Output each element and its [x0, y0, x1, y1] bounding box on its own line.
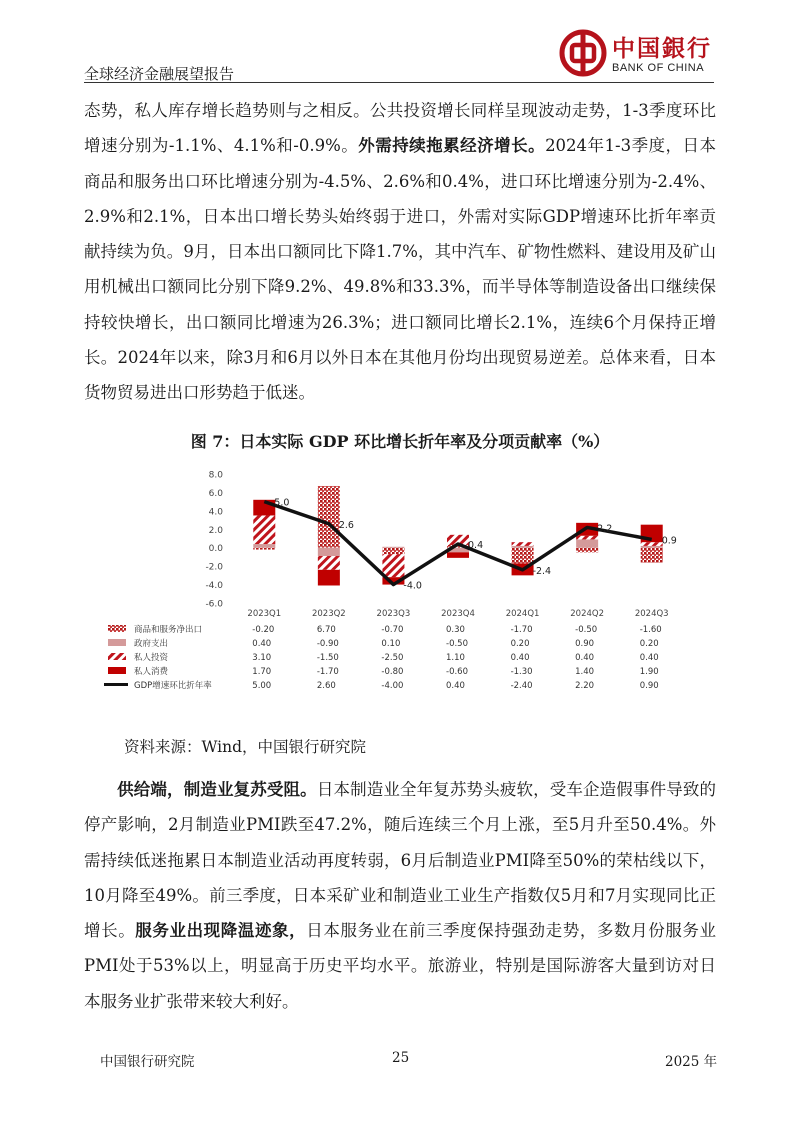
bar-2-2023Q2	[318, 556, 340, 570]
y-tick-label: -4.0	[205, 581, 223, 592]
bar-1-2024Q3	[641, 546, 663, 548]
paragraph-bold-heading: 供给端，制造业复苏受阻。	[117, 780, 317, 799]
table-cell: -0.70	[381, 625, 404, 635]
bar-0-2023Q1	[253, 548, 275, 550]
table-cell: 3.10	[252, 653, 272, 663]
bar-2-2024Q2	[576, 536, 598, 540]
bar-3-2023Q2	[318, 570, 340, 586]
table-cell: 1.70	[252, 667, 272, 677]
gdp-point-label: 5.0	[274, 497, 290, 509]
table-cell: 0.40	[639, 653, 659, 663]
bar-0-2024Q2	[576, 548, 598, 553]
table-cell: 0.30	[446, 625, 465, 635]
bar-1-2023Q1	[253, 544, 275, 548]
x-axis	[247, 609, 668, 619]
figure-source: 资料来源：Wind，中国银行研究院	[124, 738, 367, 756]
x-tick-label: 2023Q3	[376, 609, 411, 619]
table-cell: 1.90	[639, 667, 659, 677]
legend-series-name: 商品和服务净出口	[134, 625, 203, 635]
bar-1-2023Q2	[318, 548, 340, 556]
footer-institution: 中国银行研究院	[100, 1054, 195, 1070]
y-tick-label: 4.0	[208, 507, 223, 518]
bar-3-2023Q4	[447, 552, 469, 558]
x-tick-label: 2023Q4	[441, 609, 475, 619]
bar-2-2024Q1	[512, 542, 534, 546]
table-cell: 0.40	[446, 681, 465, 691]
table-cell: 1.40	[575, 667, 595, 677]
table-cell: -1.70	[510, 625, 533, 635]
legend-key-swatch	[108, 653, 126, 660]
table-cell: -0.80	[381, 667, 404, 677]
paragraph-text: 2024年1-3季度，日本商品和服务出口环比增速分别为-4.5%、2.6%和0.4%，进口环比增速分别为-2.4%、2.9%和2.1%，日本出口增长势头始终弱于进口，外需对实际GDP增速环比折年率贡献持续为负。9月，日本出口额同比下降1.7%，其中汽车、矿物性燃料、建设用及矿山用机械出口额同比分别下降9.2%、49.8%和33.3%，而半导体等制造设备出口继续保持较快增长，出口额同比增速为26.3%；进口额同比增长2.1%，连续6个月保持正增长。2024年以来，除3月和6月以外日本在其他月份均出现贸易逆差。总体来看，日本货物贸易进出口形势趋于低迷。	[84, 136, 717, 403]
y-tick-label: -6.0	[205, 599, 223, 610]
table-cell: -0.90	[316, 639, 339, 649]
bar-0-2024Q1	[512, 548, 534, 564]
bar-0-2024Q3	[641, 548, 663, 563]
report-title: 全球经济金融展望报告	[84, 65, 235, 83]
gdp-point-label: 0.4	[468, 540, 484, 552]
gdp-point-label: -4.0	[403, 580, 422, 592]
gdp-point-label: 0.9	[661, 535, 677, 547]
figure-title: 图 7：日本实际 GDP 环比增长折年率及分项贡献率（%）	[190, 432, 610, 451]
table-cell: 5.00	[252, 681, 272, 691]
x-tick-label: 2023Q1	[247, 609, 282, 619]
paragraph-supply-side	[84, 772, 716, 1019]
table-cell: 0.40	[575, 653, 595, 663]
table-cell: 0.90	[639, 681, 659, 691]
table-cell: -0.20	[252, 625, 275, 635]
table-cell: -0.60	[446, 667, 468, 677]
y-tick-label: -2.0	[205, 562, 223, 573]
table-cell: -2.50	[381, 653, 404, 663]
table-cell: 0.20	[510, 639, 530, 649]
paragraph-text: 日本服务业在前三季度保持强劲走势，多数月份服务业PMI处于53%以上，明显高于历史平均水平。旅游业，特别是国际游客大量到访对日本服务业扩张带来较大利好。	[84, 921, 717, 1011]
legend-series-name: 私人投资	[134, 653, 169, 663]
bar-marks	[253, 486, 662, 586]
x-tick-label: 2024Q1	[505, 609, 540, 619]
header-divider	[84, 82, 714, 83]
gdp-point-label: -2.4	[532, 565, 552, 577]
table-cell: 0.40	[510, 653, 530, 663]
boc-emblem-icon	[558, 28, 608, 78]
legend-key-swatch	[108, 667, 126, 674]
y-tick-label: 8.0	[208, 470, 223, 481]
table-cell: -1.30	[510, 667, 533, 677]
footer-year: 2025 年	[665, 1054, 718, 1070]
table-cell: 2.60	[316, 681, 336, 691]
gdp-contribution-chart	[84, 460, 684, 700]
gdp-point-label: 2.6	[338, 519, 354, 531]
table-cell: 2.20	[575, 681, 595, 691]
x-tick-label: 2024Q3	[634, 609, 669, 619]
bar-1-2024Q1	[512, 546, 534, 548]
bar-0-2023Q3	[382, 548, 404, 554]
table-cell: -2.40	[510, 681, 533, 691]
logo-chinese-text: 中国銀行	[612, 35, 712, 62]
table-cell: 0.40	[252, 639, 272, 649]
table-cell: -4.00	[381, 681, 404, 691]
y-axis	[205, 471, 223, 610]
table-cell: 6.70	[316, 625, 336, 635]
legend-series-name: 私人消费	[134, 667, 169, 677]
table-cell: 0.10	[381, 639, 401, 649]
legend-series-name: 政府支出	[134, 639, 169, 649]
y-tick-label: 0.0	[208, 544, 223, 555]
x-tick-label: 2023Q2	[311, 609, 346, 619]
bar-1-2024Q2	[576, 539, 598, 547]
table-cell: -1.50	[316, 653, 339, 663]
bar-1-2023Q3	[382, 547, 404, 548]
table-cell: -0.50	[446, 639, 468, 649]
page-number: 25	[392, 1050, 410, 1066]
paragraph-text: 态势，私人库存增长趋势则与之相反。公共投资增长同样呈现波动走势，1-3季度环比增速分别为-1.1%、4.1%和-0.9%。	[84, 101, 716, 156]
bar-2-2024Q3	[641, 542, 663, 546]
table-cell: -1.60	[639, 625, 662, 635]
bar-2-2023Q1	[253, 515, 275, 544]
data-table	[104, 624, 662, 691]
legend-key-swatch	[108, 639, 126, 646]
y-tick-label: 6.0	[208, 488, 223, 499]
paragraph-external-demand	[84, 93, 716, 411]
x-tick-label: 2024Q2	[570, 609, 605, 619]
table-cell: -1.70	[316, 667, 339, 677]
bank-logo	[558, 28, 714, 80]
table-cell: 1.10	[446, 653, 465, 663]
table-cell: 0.20	[639, 639, 659, 649]
paragraph-bold-heading: 服务业出现降温迹象，	[135, 921, 307, 941]
bar-2-2023Q3	[382, 554, 404, 577]
y-tick-label: 2.0	[208, 525, 223, 536]
bar-0-2023Q2	[318, 486, 340, 548]
legend-series-name: GDP增速环比折年率	[134, 681, 212, 691]
paragraph-bold-heading: 外需持续拖累经济增长。	[358, 136, 546, 156]
gdp-point-label: 2.2	[597, 523, 613, 535]
legend-key-swatch	[108, 625, 126, 632]
legend-key-line	[104, 683, 128, 686]
paragraph-text: 日本制造业全年复苏势头疲软，受车企造假事件导致的停产影响，2月制造业PMI跌至47.2%，随后连续三个月上涨，至5月升至50.4%。外需持续低迷拖累日本制造业活动再度转弱，6月后制造业PMI降至50%的荣枯线以下，10月降至49%。前三季度，日本采矿业和制造业工业生产指数仅5月和7月实现同比正增长。	[84, 780, 717, 941]
table-cell: -0.50	[575, 625, 598, 635]
table-cell: 0.90	[575, 639, 595, 649]
logo-english-text: BANK OF CHINA	[612, 62, 705, 74]
